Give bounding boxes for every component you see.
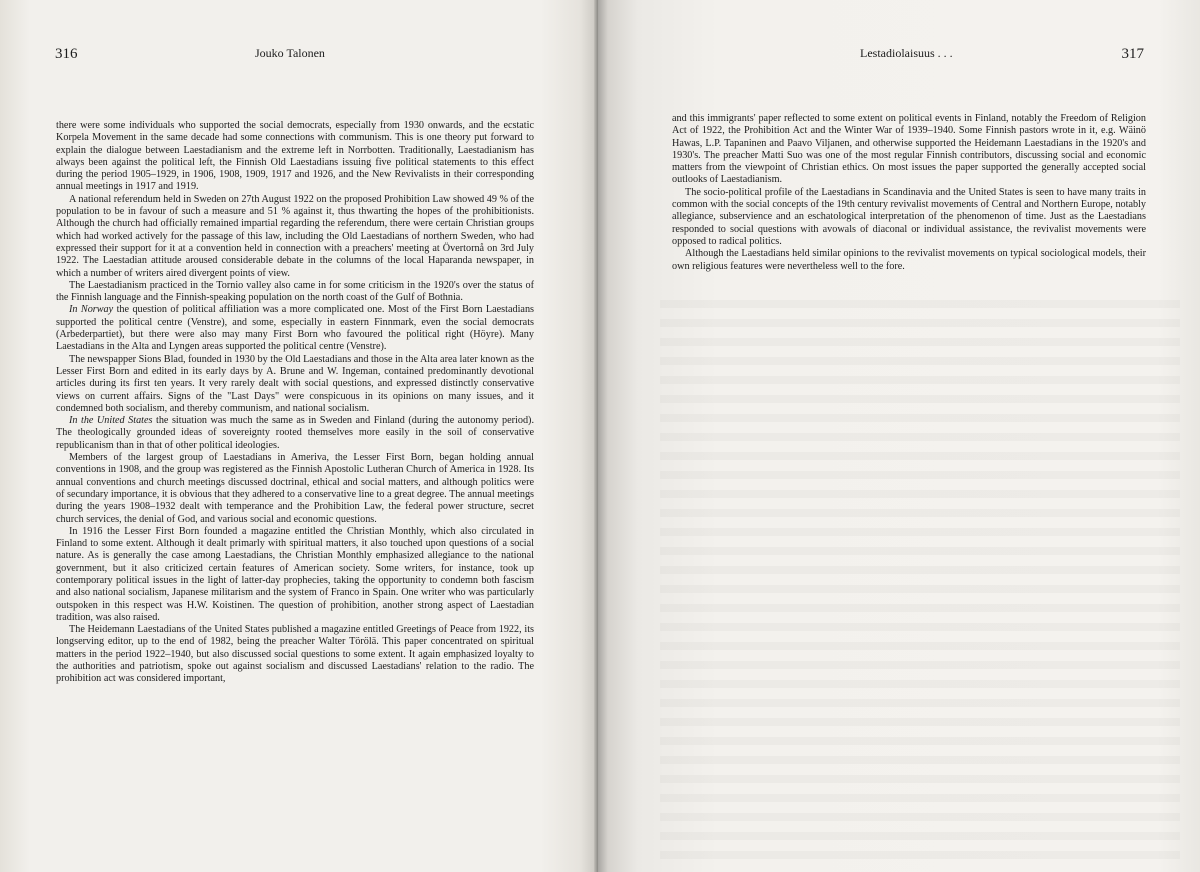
paragraph-text: A national referendum held in Sweden on 27th August 1922 on the proposed Prohibition Law showed 49 % of the population to be in favour of such a measure and 51 % against it, thus thwarting the hopes of the prohibitionists. Although the church had officially remained impartial regarding the referendum, there were certain Christian groups which had worked actively for the passage of this law, including the Old Laestadians of northern Sweden, who had expressed their support for it at a convention held in connection with a preachers' meeting at Övertornå on 3rd July 1922. The Laestadian attitude aroused considerable debate in the columns of the local Haparanda newspaper, in which a number of writers aired divergent points of view.	[56, 193, 534, 279]
paragraph	[56, 624, 534, 685]
paragraph	[56, 120, 534, 194]
paragraph-text: The Heidemann Laestadians of the United States published a magazine entitled Greetings of Peace from 1922, its longserving editor, up to the end of 1982, being the preacher Walter Törölä. This paper concentrated on spiritual matters in the period 1922–1940, but also discussed social questions to some extent. It again emphasized loyalty to the authorities and patriotism, spoke out against socialism and discussed Laestadians' relation to the radio. The prohibition act was considered important,	[56, 624, 534, 685]
paragraph-lead: In Norway	[69, 304, 114, 316]
paragraph-text: The newspapper Sions Blad, founded in 1930 by the Old Laestadians and those in the Alta area later known as the Lesser First Born and edited in its early days by A. Brune and W. Ingeman, contained predominantly devotional articles during its first ten years. It very rarely dealt with social questions, and expressed distinctly conservative views on current affairs. Signs of the "Last Days" were conspicuous in its opinions on many issues, and it condemned both socialism, and thereby communism, and national socialism.	[56, 353, 534, 414]
paragraph	[672, 113, 1146, 187]
paragraph-text: the question of political affiliation was a more complicated one. Most of the First Born Laestadians supported the political centre (Venstre), and some, especially in eastern Finnmark, even the social democrats (Arbederpartiet), but there were also may many First Born who favoured the political right (Höyre). Many Laestadians in the Alta and Lyngen areas supported the political centre (Venstre).	[56, 304, 535, 353]
right-page-number: 317	[1121, 46, 1144, 62]
paragraph-lead: In the United States	[69, 415, 153, 427]
right-page	[598, 0, 1200, 872]
paragraph	[56, 194, 534, 280]
paragraph-text: The socio-political profile of the Laestadians in Scandinavia and the United States is seen to have many traits in common with the social concepts of the 19th century revivalist movements of Central and Northern Europe, notably allegiance, subservience and an eschatological interpretation of the phenomenon of time. Just as the Laestadians responded to social questions with avowals of diaconal or individual assistance, the revivalist movements were opposed to radical politics.	[672, 186, 1146, 247]
paragraph	[56, 452, 534, 526]
right-body-text	[672, 113, 1146, 273]
paragraph	[672, 248, 1146, 273]
paragraph-text: Although the Laestadians held similar opinions to the revivalist movements on typical sociological models, their own religious features were nevertheless well to the fore.	[672, 248, 1146, 272]
paragraph-text: there were some individuals who supported the social democrats, especially from 1930 onwards, and the ecstatic Korpela Movement in the same decade had some connections with communism. This is one theory put forward to explain the dialogue between Laestadianism and the extreme left in Norrbotten. Traditionally, Laestadianism has always been against the political left, the Finnish Old Laestadians issuing five political statements to this effect during the period 1905–1929, in 1906, 1908, 1909, 1917 and 1926, and the New Revivalists in their corresponding annual meetings in 1917 and 1919.	[56, 120, 534, 193]
left-running-title: Jouko Talonen	[255, 46, 325, 60]
right-running-title: Lestadiolaisuus . . .	[860, 46, 953, 60]
paragraph	[56, 280, 534, 305]
paragraph	[56, 526, 534, 624]
paragraph	[56, 415, 534, 452]
left-page	[0, 0, 598, 872]
paragraph-text: the situation was much the same as in Sweden and Finland (during the autonomy period). The theologically grounded ideas of sovereignty rooted themselves more easily in the soil of conservative republicanism than in that of other political ideologies.	[56, 415, 535, 451]
paragraph-text: The Laestadianism practiced in the Tornio valley also came in for some criticism in the 1920's over the status of the Finnish language and the Finnish-speaking population on the north coast of the Gulf of Bothnia.	[56, 279, 534, 304]
left-page-number: 316	[55, 46, 78, 62]
paragraph	[672, 187, 1146, 248]
left-body-text	[56, 120, 534, 686]
paragraph-text: and this immigrants' paper reflected to some extent on political events in Finland, notably the Freedom of Religion Act of 1922, the Prohibition Act and the Winter War of 1939–1940. Some Finnish pastors wrote in it, e.g. Wäinö Hawas, L.P. Tapaninen and Paavo Viljanen, and otherwise supported the Heidemann Laestadians in the 1920's and 1930's. The preacher Matti Suo was one of the most regular Finnish contributors, discussing social and economic matters from the viewpoint of Christian ethics. On most issues the paper supported the generally accepted social outlooks of Laestadianism.	[672, 113, 1146, 186]
paragraph-text: In 1916 the Lesser First Born founded a magazine entitled the Christian Monthly, which also circulated in Finland to some extent. Although it dealt primarly with spiritual matters, it also touched upon questions of a social nature. As is generally the case among Laestadians, the Christian Monthly emphasized allegiance to the national government, but it also criticized certain features of American society. Some writers, for instance, took up contemporary political issues in the light of latter-day prophecies, taking the opportunity to condemn both fascism and also national socialism, Japanese militarism and the system of Franco in Spain. One writer who was particularly outspoken in this respect was H.W. Koistinen. The question of prohibition, another strong aspect of Laestadian tradition, was also raised.	[56, 525, 534, 623]
paragraph	[56, 354, 534, 415]
paragraph	[56, 304, 534, 353]
paragraph-text: Members of the largest group of Laestadians in Ameriva, the Lesser First Born, began holding annual conventions in 1908, and the group was registered as the Finnish Apostolic Lutheran Church of America in 1928. Its annual conventions and church meetings discussed doctrinal, ethical and social matters, and although politics were of secundary importance, it is obvious that they adhered to a conservative line to a great degree. The annual meetings during the years 1908–1932 dealt with temperance and the Prohibition Law, the federal power structure, secret church services, the denial of God, and various social and economic questions.	[56, 452, 534, 525]
